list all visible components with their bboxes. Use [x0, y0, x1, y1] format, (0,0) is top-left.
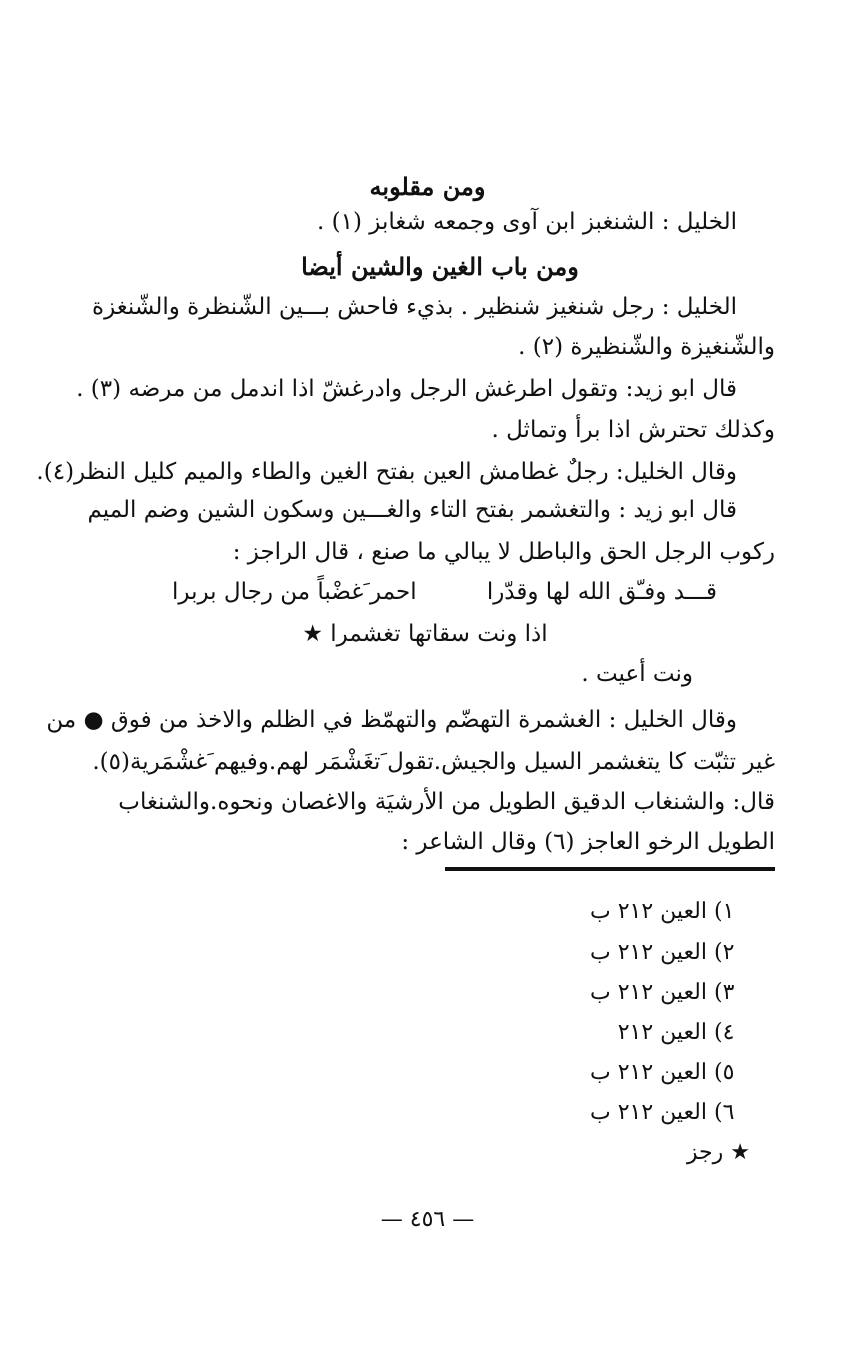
text-line-p5-2: ركوب الرجل الحق والباطل لا يبالي ما صنع ، قال الراجز :	[232, 539, 775, 565]
page-number: — ٤٥٦ —	[380, 1207, 475, 1232]
footnote-number: ٦)	[714, 1100, 735, 1125]
text-line-p7-1: وقال الخليل : الغشمرة التهضّم والتهمّظ في الظلم والاخذ من فوق ● من	[46, 707, 737, 733]
text-line-p4: وقال الخليل: رجلٌ غطامش العين بفتح الغين والطاء والميم كليل النظر(٤).	[36, 459, 737, 485]
footnote-text: العين ٢١٢ ب	[590, 1060, 707, 1085]
verse-hemistich-left: احمر َغضْباً من رجال بربرا	[172, 579, 417, 605]
footnote-text: العين ٢١٢ ب	[590, 1100, 707, 1125]
footnote-number: ٥)	[714, 1060, 735, 1085]
footnote-text: العين ٢١٢	[617, 1020, 707, 1045]
section-heading-ghain-shin: ومن باب الغين والشين أيضا	[301, 252, 579, 281]
footnote-5	[590, 1057, 750, 1089]
footnote-number: ٢)	[714, 940, 735, 965]
footnote-number: ٤)	[714, 1020, 735, 1045]
text-line-p2-1: الخليل : رجل شنغيز شنظير . بذيء فاحش بـــين الشّنظرة والشّنغزة	[92, 294, 737, 320]
text-line-p7-2: غير تثبّت كا يتغشمر السيل والجيش.تقول َتغَشْمَر لهم.وفيهم َغشْمَرية(٥).	[92, 749, 775, 775]
footnote-divider	[445, 867, 775, 871]
footnote-2	[590, 937, 750, 969]
footnote-4	[618, 1017, 750, 1049]
text-line-1: الخليل : الشنغبز ابن آوى وجمعه شغابز (١) .	[317, 209, 737, 235]
footnote-3	[590, 977, 750, 1009]
footnote-number: ٣)	[714, 980, 735, 1005]
footnote-text: العين ٢١٢ ب	[590, 940, 707, 965]
section-heading-maqlub: ومن مقلوبه	[369, 172, 486, 201]
text-line-p6: ونت أعيت .	[581, 661, 693, 687]
text-line-p3-1: قال ابو زيد: وتقول اطرغش الرجل وادرغشّ اذا اندمل من مرضه (٣) .	[76, 376, 737, 402]
footnote-6	[590, 1097, 750, 1129]
text-line-p3-2: وكذلك تحترش اذا برأ وتماثل .	[491, 417, 775, 443]
footnote-star-rajaz: ★ رجز	[686, 1140, 750, 1165]
text-line-p8-2: الطويل الرخو العاجز (٦) وقال الشاعر :	[401, 829, 775, 855]
text-line-p8-1: قال: والشنغاب الدقيق الطويل من الأرشيَة والاغصان ونحوه.والشنغاب	[118, 789, 775, 815]
footnote-1	[590, 896, 750, 928]
footnote-text: العين ٢١٢ ب	[590, 899, 707, 924]
footnote-number: ١)	[714, 899, 735, 924]
text-line-p2-2: والشّنغيزة والشّنظيرة (٢) .	[518, 334, 775, 360]
verse-hemistich-right: قـــد وفـّق الله لها وقدّرا	[486, 579, 717, 605]
footnote-text: العين ٢١٢ ب	[590, 980, 707, 1005]
text-line-p5-1: قال ابو زيد : والتغشمر بفتح التاء والغـــين وسكون الشين وضم الميم	[87, 497, 737, 523]
verse-line-2: اذا ونت سقاتها تغشمرا ★	[302, 621, 548, 647]
